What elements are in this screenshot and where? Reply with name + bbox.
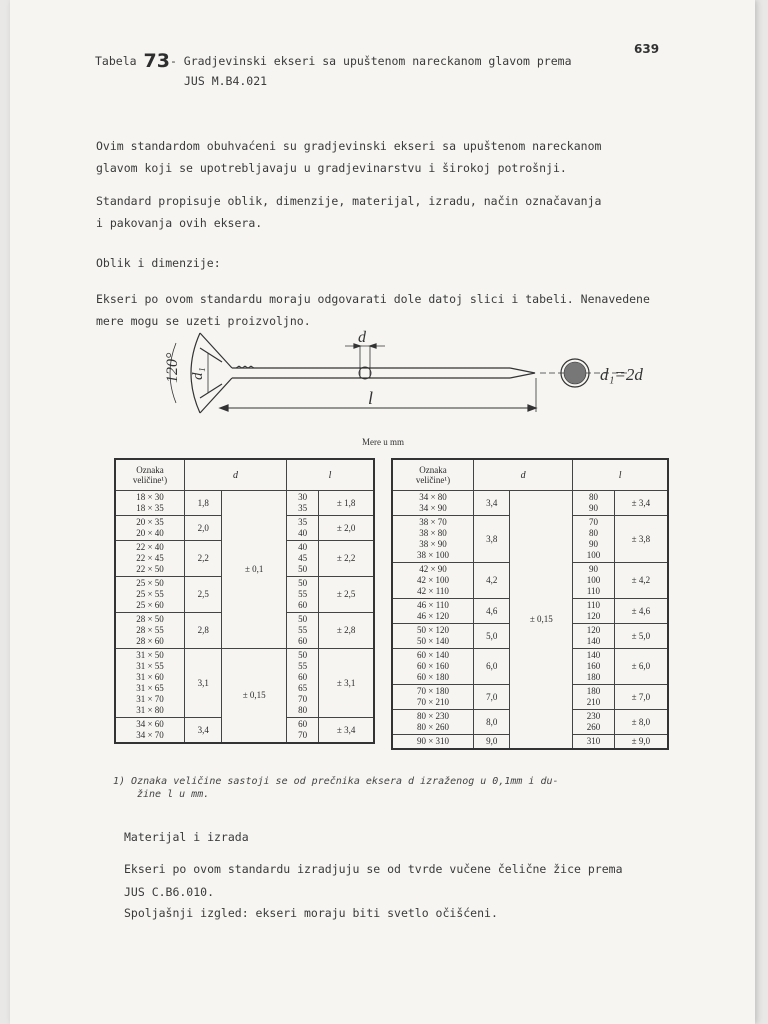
cell-l-tolerance: ± 8,0 — [614, 710, 668, 735]
cell-l-tolerance: ± 3,4 — [319, 718, 374, 744]
cell-l-tolerance: ± 2,8 — [319, 613, 374, 649]
cell-oznaka: 50 × 120 50 × 140 — [392, 624, 474, 649]
header-l: l — [286, 459, 374, 491]
cell-l: 90 100 110 — [573, 563, 615, 599]
title-text: - Gradjevinski ekseri sa upuštenom nareckanom glavom prema — [169, 54, 572, 68]
header-d: d — [474, 459, 573, 491]
cell-l: 50 55 60 — [286, 577, 318, 613]
cell-l: 35 40 — [286, 516, 318, 541]
table-row — [392, 491, 668, 516]
cell-oznaka: 20 × 35 20 × 40 — [115, 516, 185, 541]
cell-d: 4,2 — [474, 563, 510, 599]
table-row — [115, 649, 374, 718]
cell-l-tolerance: ± 3,1 — [319, 649, 374, 718]
cell-d: 4,6 — [474, 599, 510, 624]
material-heading: Materijal i izrada — [124, 830, 249, 844]
paragraph-line: Standard propisuje oblik, dimenzije, materijal, izradu, način označavanja — [96, 194, 602, 208]
cell-oznaka: 60 × 140 60 × 160 60 × 180 — [392, 649, 474, 685]
cell-l: 110 120 — [573, 599, 615, 624]
cell-l-tolerance: ± 6,0 — [614, 649, 668, 685]
cell-d: 7,0 — [474, 685, 510, 710]
nail-diagram — [160, 328, 700, 428]
title-prefix: Tabela — [95, 54, 137, 68]
relation-label: d₁=2d — [600, 365, 643, 384]
header-oznaka: Oznaka veličine¹) — [115, 459, 185, 491]
table-row — [115, 491, 374, 516]
cell-d: 2,2 — [185, 541, 222, 577]
footnote — [113, 775, 559, 801]
cell-d-tolerance: ± 0,15 — [222, 649, 286, 744]
cell-d-tolerance: ± 0,15 — [510, 491, 573, 750]
cell-oznaka: 80 × 230 80 × 260 — [392, 710, 474, 735]
cell-l: 30 35 — [286, 491, 318, 516]
paragraph-line: Ekseri po ovom standardu moraju odgovarati dole datoj slici i tabeli. Nenavedene — [96, 292, 650, 306]
paragraph-line: mere mogu se uzeti proizvoljno. — [96, 314, 311, 328]
cell-d-tolerance: ± 0,1 — [222, 491, 286, 649]
cell-l: 60 70 — [286, 718, 318, 744]
paragraph-line: Ovim standardom obuhvaćeni su gradjevinski ekseri sa upuštenom nareckanom — [96, 139, 602, 153]
cell-l: 50 55 60 — [286, 613, 318, 649]
cell-d: 2,8 — [185, 613, 222, 649]
cell-oznaka: 28 × 50 28 × 55 28 × 60 — [115, 613, 185, 649]
section-heading: Oblik i dimenzije: — [96, 256, 221, 270]
head-diameter-label: d₁ — [190, 367, 206, 380]
cell-l-tolerance: ± 4,6 — [614, 599, 668, 624]
cell-d: 1,8 — [185, 491, 222, 516]
cell-l-tolerance: ± 9,0 — [614, 735, 668, 750]
cell-l-tolerance: ± 2,0 — [319, 516, 374, 541]
material-line: Spoljašnji izgled: ekseri moraju biti svetlo očišćeni. — [124, 906, 498, 920]
title-standard: JUS M.B4.021 — [184, 74, 268, 88]
paragraph-line: glavom koji se upotrebljavaju u gradjevinarstvu i širokoj potrošnji. — [96, 161, 567, 175]
angle-label: 120° — [164, 352, 181, 383]
cell-oznaka: 22 × 40 22 × 45 22 × 50 — [115, 541, 185, 577]
cell-l: 230 260 — [573, 710, 615, 735]
cell-l: 50 55 60 65 70 80 — [286, 649, 318, 718]
cell-l-tolerance: ± 3,4 — [614, 491, 668, 516]
cell-oznaka: 31 × 50 31 × 55 31 × 60 31 × 65 31 × 70 31 × 80 — [115, 649, 185, 718]
material-line: JUS C.B6.010. — [124, 885, 215, 899]
page-number: 639 — [634, 42, 660, 56]
cell-d: 3,1 — [185, 649, 222, 718]
cell-oznaka: 42 × 90 42 × 100 42 × 110 — [392, 563, 474, 599]
cell-d: 2,0 — [185, 516, 222, 541]
cell-d: 3,4 — [474, 491, 510, 516]
cell-oznaka: 90 × 310 — [392, 735, 474, 750]
footnote-line: 1) Oznaka veličine sastoji se od prečnika eksera d izraženog u 0,1mm i du- — [113, 776, 559, 787]
header-d: d — [185, 459, 287, 491]
cell-d: 9,0 — [474, 735, 510, 750]
paragraph-line: i pakovanja ovih eksera. — [96, 216, 263, 230]
cell-l-tolerance: ± 2,2 — [319, 541, 374, 577]
shank-diameter-label: d — [358, 329, 366, 346]
title-number: 73 — [143, 50, 170, 72]
cell-l: 140 160 180 — [573, 649, 615, 685]
cell-oznaka: 38 × 70 38 × 80 38 × 90 38 × 100 — [392, 516, 474, 563]
cell-d: 5,0 — [474, 624, 510, 649]
cell-l: 310 — [573, 735, 615, 750]
cell-l-tolerance: ± 3,8 — [614, 516, 668, 563]
table-title — [95, 50, 572, 72]
cell-d: 2,5 — [185, 577, 222, 613]
cell-l-tolerance: ± 1,8 — [319, 491, 374, 516]
cell-l-tolerance: ± 2,5 — [319, 577, 374, 613]
cell-oznaka: 46 × 110 46 × 120 — [392, 599, 474, 624]
units-label: Mere u mm — [362, 437, 404, 447]
length-label: l — [368, 388, 374, 408]
footnote-line: žine l u mm. — [137, 789, 210, 800]
cell-d: 3,8 — [474, 516, 510, 563]
cell-oznaka: 34 × 80 34 × 90 — [392, 491, 474, 516]
material-line: Ekseri po ovom standardu izradjuju se od tvrde vučene čelične žice prema — [124, 862, 623, 876]
dimensions-table-right — [391, 458, 669, 750]
cell-oznaka: 70 × 180 70 × 210 — [392, 685, 474, 710]
cell-oznaka: 34 × 60 34 × 70 — [115, 718, 185, 744]
cell-l: 120 140 — [573, 624, 615, 649]
cell-l: 180 210 — [573, 685, 615, 710]
cell-oznaka: 25 × 50 25 × 55 25 × 60 — [115, 577, 185, 613]
header-oznaka: Oznaka veličine¹) — [392, 459, 474, 491]
dimensions-table-left — [114, 458, 375, 744]
cell-l-tolerance: ± 5,0 — [614, 624, 668, 649]
cell-d: 6,0 — [474, 649, 510, 685]
document-page — [10, 0, 755, 1024]
cell-l: 80 90 — [573, 491, 615, 516]
header-l: l — [573, 459, 668, 491]
cell-l: 40 45 50 — [286, 541, 318, 577]
cell-oznaka: 18 × 30 18 × 35 — [115, 491, 185, 516]
cell-l-tolerance: ± 4,2 — [614, 563, 668, 599]
cell-d: 3,4 — [185, 718, 222, 744]
cell-l-tolerance: ± 7,0 — [614, 685, 668, 710]
cell-l: 70 80 90 100 — [573, 516, 615, 563]
cell-d: 8,0 — [474, 710, 510, 735]
